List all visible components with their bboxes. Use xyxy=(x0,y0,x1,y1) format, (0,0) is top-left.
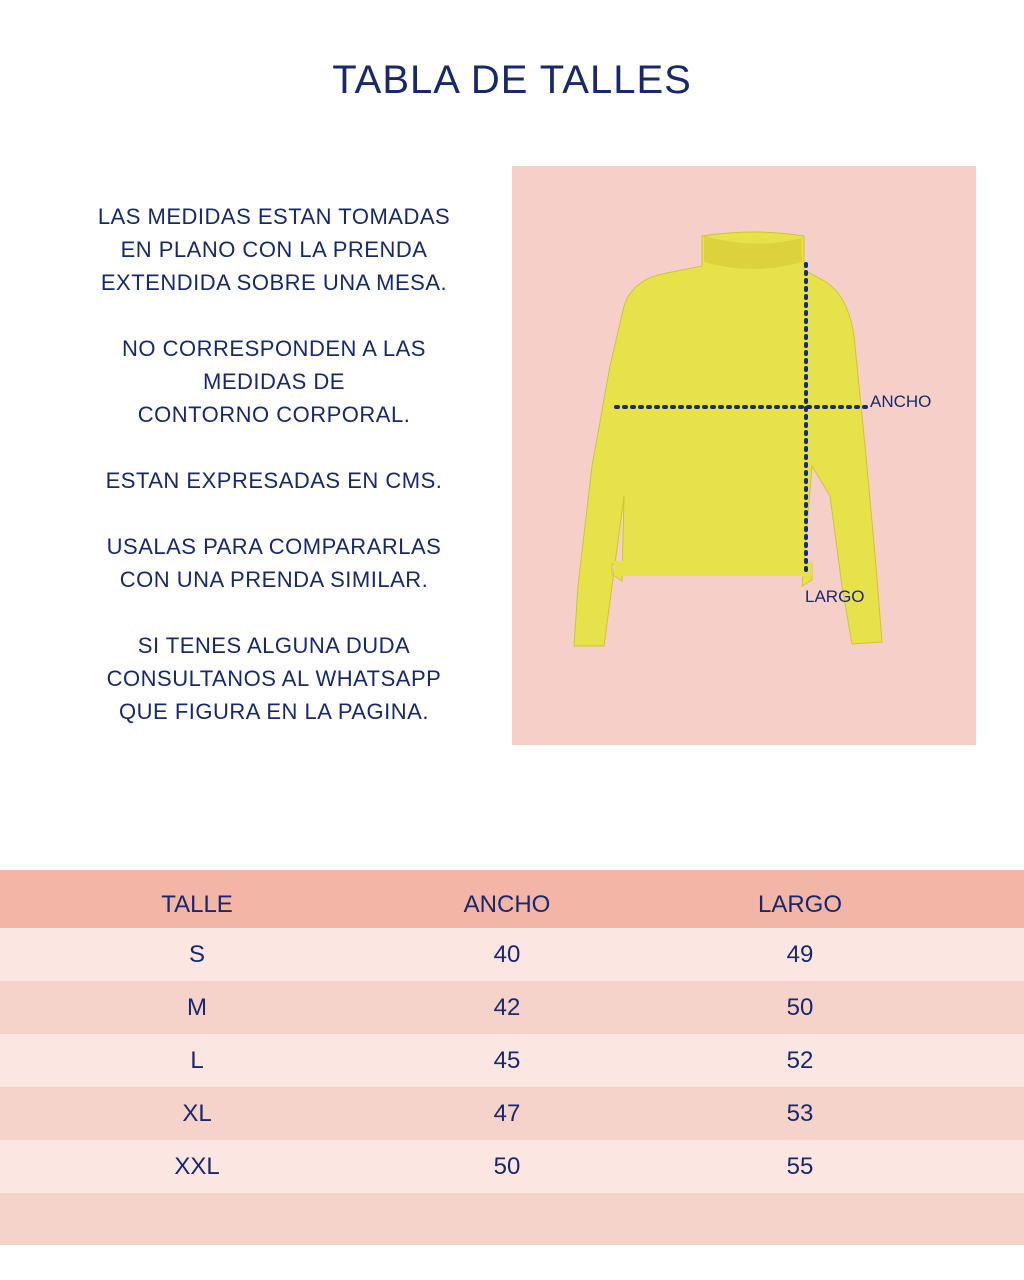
table-row xyxy=(0,981,1024,1034)
garment-photo xyxy=(512,166,976,745)
table-row xyxy=(0,1034,1024,1087)
table-header xyxy=(0,870,1024,928)
note-1: LAS MEDIDAS ESTAN TOMADAS EN PLANO CON LA PRENDA EXTENDIDA SOBRE UNA MESA. xyxy=(97,204,451,295)
largo-label: LARGO xyxy=(805,587,865,606)
page-title: TABLA DE TALLES xyxy=(332,58,692,102)
talle-cell: M xyxy=(187,993,207,1021)
measurement-notes xyxy=(62,200,486,761)
ancho-label: ANCHO xyxy=(870,392,932,411)
largo-cell: 55 xyxy=(786,1152,814,1180)
largo-cell: 49 xyxy=(786,940,814,968)
talle-cell: L xyxy=(190,1046,204,1074)
ancho-cell: 45 xyxy=(493,1046,521,1074)
header-largo: LARGO xyxy=(757,891,843,918)
table-row xyxy=(0,1087,1024,1140)
header-talle: TALLE xyxy=(161,891,233,918)
table-row xyxy=(0,1140,1024,1193)
size-table xyxy=(0,870,1024,1245)
ancho-cell: 40 xyxy=(493,940,521,968)
note-4: USALAS PARA COMPARARLAS CON UNA PRENDA SIMILAR. xyxy=(106,534,442,592)
talle-cell: XL xyxy=(182,1099,212,1127)
talle-cell: XXL xyxy=(174,1152,220,1180)
largo-cell: 50 xyxy=(786,993,814,1021)
ancho-cell: 47 xyxy=(493,1099,521,1127)
table-footer-row xyxy=(0,1193,1024,1245)
largo-cell: 52 xyxy=(786,1046,814,1074)
ancho-cell: 50 xyxy=(493,1152,521,1180)
header-ancho: ANCHO xyxy=(463,891,551,918)
note-3: ESTAN EXPRESADAS EN CMS. xyxy=(105,468,443,493)
table-row xyxy=(0,928,1024,981)
note-2: NO CORRESPONDEN A LAS MEDIDAS DE CONTORNO CORPORAL. xyxy=(122,336,426,427)
note-5: SI TENES ALGUNA DUDA CONSULTANOS AL WHATSAPP QUE FIGURA EN LA PAGINA. xyxy=(106,633,442,724)
largo-cell: 53 xyxy=(786,1099,814,1127)
ancho-cell: 42 xyxy=(493,993,521,1021)
talle-cell: S xyxy=(188,940,205,968)
